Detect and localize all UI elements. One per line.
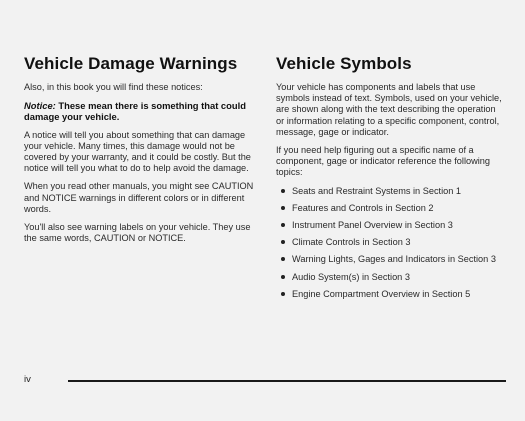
page-number: iv: [24, 374, 31, 385]
topics-list: [276, 186, 506, 300]
left-column: [24, 54, 260, 251]
other-manuals-paragraph: When you read other manuals, you might see CAUTION and NOTICE warnings in different colors or in different words.: [24, 181, 254, 214]
notice-box: [24, 100, 260, 122]
bullet-icon: [281, 206, 285, 210]
symbols-intro-paragraph: Your vehicle has components and labels that use symbols instead of text. Symbols, used on your vehicle, are shown along with the text describing the operation or information relating to a specific component, control, message, gage or indicator.: [276, 82, 502, 137]
vehicle-damage-warnings-heading: Vehicle Damage Warnings: [24, 54, 238, 73]
list-item: [276, 237, 506, 248]
list-item: [276, 272, 506, 283]
vehicle-symbols-heading: Vehicle Symbols: [276, 54, 412, 73]
list-item: [276, 220, 506, 231]
topic-text: Warning Lights, Gages and Indicators in Section 3: [292, 254, 496, 265]
topic-text: Seats and Restraint Systems in Section 1: [292, 185, 462, 196]
bullet-icon: [281, 240, 285, 244]
list-item: [276, 186, 506, 197]
list-item: [276, 289, 506, 300]
topic-text: Engine Compartment Overview in Section 5: [292, 288, 471, 299]
warning-labels-paragraph: You'll also see warning labels on your vehicle. They use the same words, CAUTION or NOTICE.: [24, 222, 251, 244]
notice-label: Notice:: [24, 100, 56, 112]
topic-text: Features and Controls in Section 2: [292, 202, 434, 213]
symbols-help-paragraph: If you need help figuring out a specific name of a component, gage or indicator reference the following topics:: [276, 145, 490, 178]
footer-rule: [68, 380, 506, 382]
bullet-icon: [281, 223, 285, 227]
bullet-icon: [281, 292, 285, 296]
right-column: [276, 54, 506, 306]
topic-text: Climate Controls in Section 3: [292, 237, 411, 248]
topic-text: Instrument Panel Overview in Section 3: [292, 220, 453, 230]
bullet-icon: [281, 257, 285, 261]
notice-explanation-paragraph: A notice will tell you about something that can damage your vehicle. Many times, this damage would not be covered by your warranty, and it could be costly. But the notice will tell you what to do to help avoid the damage.: [24, 129, 251, 174]
bullet-icon: [281, 189, 285, 193]
intro-paragraph: Also, in this book you will find these notices:: [24, 82, 203, 92]
list-item: [276, 254, 506, 265]
notice-text: These mean there is something that could damage your vehicle.: [24, 100, 246, 123]
bullet-icon: [281, 275, 285, 279]
topic-text: Audio System(s) in Section 3: [292, 271, 410, 282]
list-item: [276, 203, 506, 214]
